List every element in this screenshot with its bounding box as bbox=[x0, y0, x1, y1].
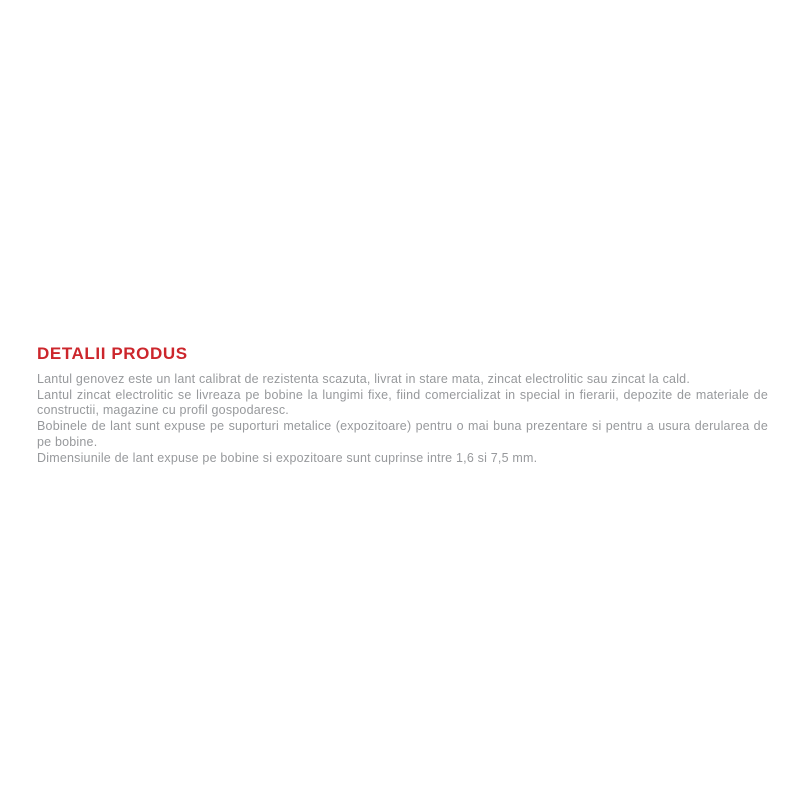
product-details-heading: DETALII PRODUS bbox=[37, 344, 188, 363]
product-details-body bbox=[37, 372, 768, 466]
product-details-paragraph: Bobinele de lant sunt expuse pe suporturi metalice (expozitoare) pentru o mai buna prezentare si pentru a usura derularea de pe bobine. bbox=[37, 419, 768, 449]
product-details-paragraph: Lantul zincat electrolitic se livreaza pe bobine la lungimi fixe, fiind comercializat in special in fierarii, depozite de materiale de constructii, magazine cu profil gospodaresc. bbox=[37, 387, 768, 418]
product-details-section bbox=[37, 344, 768, 466]
product-details-paragraph: Lantul genovez este un lant calibrat de rezistenta scazuta, livrat in stare mata, zincat electrolitic sau zincat la cald. bbox=[37, 372, 690, 386]
product-details-paragraph: Dimensiunile de lant expuse pe bobine si expozitoare sunt cuprinse intre 1,6 si 7,5 mm. bbox=[37, 450, 538, 465]
